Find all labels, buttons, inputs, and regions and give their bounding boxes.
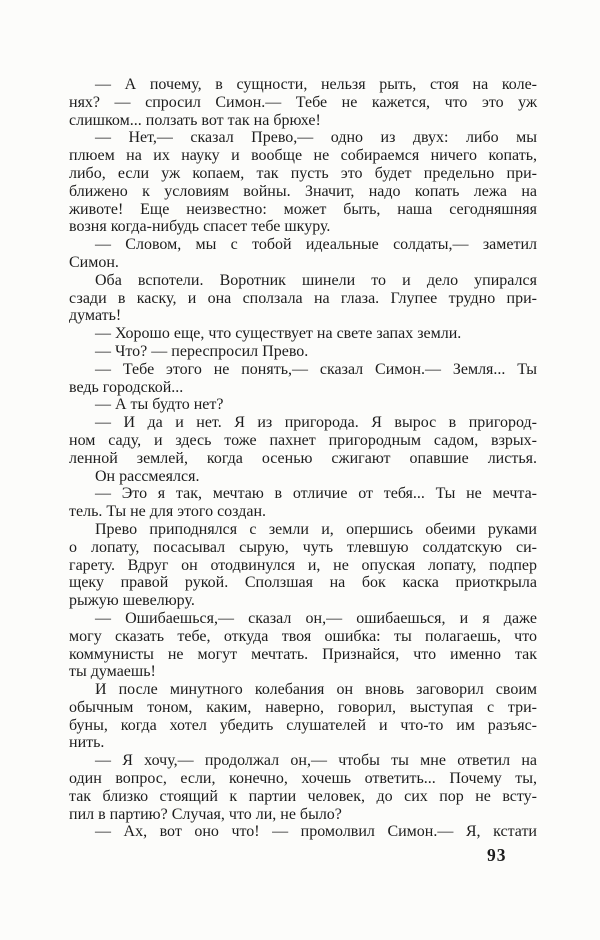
- text-line: коммунисты не могут мечтать. Признайся, что именно так: [69, 645, 537, 663]
- text-line: плюем на их науку и вообще не собираемся ничего копать,: [69, 147, 537, 165]
- text-line: И после минутного колебания он вновь заговорил своим: [95, 681, 537, 699]
- text-line: Он рассмеялся.: [95, 467, 200, 485]
- text-line: возня когда-нибудь спасет тебе шкуру.: [69, 218, 331, 236]
- text-line: — Словом, мы с тобой идеальные солдаты,— заметил: [95, 236, 537, 254]
- text-line: обычным тоном, каким, наверно, говорил, выступая с три-: [69, 698, 537, 716]
- text-line: — Ошибаешься,— сказал он,— ошибаешься, и я даже: [95, 609, 537, 627]
- text-line: Оба вспотели. Воротник шинели то и дело упирался: [95, 271, 537, 289]
- text-line: — А ты будто нет?: [95, 396, 224, 414]
- text-line: животе! Еще неизвестно: может быть, наша сегодняшняя: [69, 200, 537, 218]
- text-line: ведь городской...: [69, 378, 184, 396]
- text-line: о лопату, посасывал сырую, чуть тлевшую солдатскую си-: [69, 538, 537, 556]
- text-line: нях? — спросил Симон.— Тебе не кажется, что это уж: [69, 93, 537, 111]
- text-line: рыжую шевелюру.: [69, 592, 195, 610]
- text-line: нить.: [69, 734, 105, 752]
- text-line: слишком... ползать вот так на брюхе!: [69, 111, 321, 129]
- text-line: ном саду, и здесь тоже пахнет пригородным садом, взрых-: [69, 431, 537, 449]
- text-line: Прево приподнялся с земли и, опершись обеими руками: [95, 520, 537, 538]
- text-line: — Хорошо еще, что существует на свете запах земли.: [95, 325, 462, 343]
- text-line: — Ах, вот оно что! — промолвил Симон.— Я, кстати: [95, 823, 537, 841]
- text-line: ленной землей, когда осенью сжигают опавшие листья.: [69, 449, 537, 467]
- text-line: щеку правой рукой. Сползшая на бок каска приоткрыла: [69, 574, 537, 592]
- text-line: — А почему, в сущности, нельзя рыть, стоя на коле-: [95, 76, 537, 93]
- text-line: — Что? — переспросил Прево.: [95, 342, 309, 360]
- text-line: тель. Ты не для этого создан.: [69, 503, 266, 521]
- text-line: — Тебе этого не понять,— сказал Симон.— Земля... Ты: [95, 360, 537, 378]
- text-line: ближено к условиям войны. Значит, надо копать лежа на: [69, 182, 537, 200]
- text-line: — Это я так, мечтаю в отличие от тебя... Ты не мечта-: [95, 485, 537, 503]
- text-line: — Нет,— сказал Прево,— одно из двух: либо мы: [95, 129, 537, 147]
- text-line: сзади в каску, и она сползала на глаза. Глупее трудно при-: [69, 289, 537, 307]
- text-line: Симон.: [69, 253, 119, 271]
- text-line: ты думаешь!: [69, 663, 156, 681]
- text-line: могу сказать тебе, откуда твоя ошибка: ты полагаешь, что: [69, 627, 537, 645]
- text-lines: [69, 76, 537, 841]
- text-line: — И да и нет. Я из пригорода. Я вырос в пригород-: [95, 414, 537, 432]
- text-line: гарету. Вдруг он отодвинулся и, не опуская лопату, подпер: [69, 556, 537, 574]
- text-line: так близко стоящий к партии человек, до сих пор не всту-: [69, 787, 537, 805]
- text-line: пил в партию? Случая, что ли, не было?: [69, 805, 342, 823]
- text-line: буны, когда хотел убедить слушателей и что-то им разъяс-: [69, 716, 537, 734]
- text-line: — Я хочу,— продолжал он,— чтобы ты мне ответил на: [95, 752, 537, 770]
- page-number: 93: [487, 845, 507, 865]
- text-line: один вопрос, если, конечно, хочешь ответить... Почему ты,: [69, 770, 537, 788]
- text-line: либо, если уж копаем, так пусть это будет предельно при-: [69, 164, 537, 182]
- text-line: думать!: [69, 307, 122, 325]
